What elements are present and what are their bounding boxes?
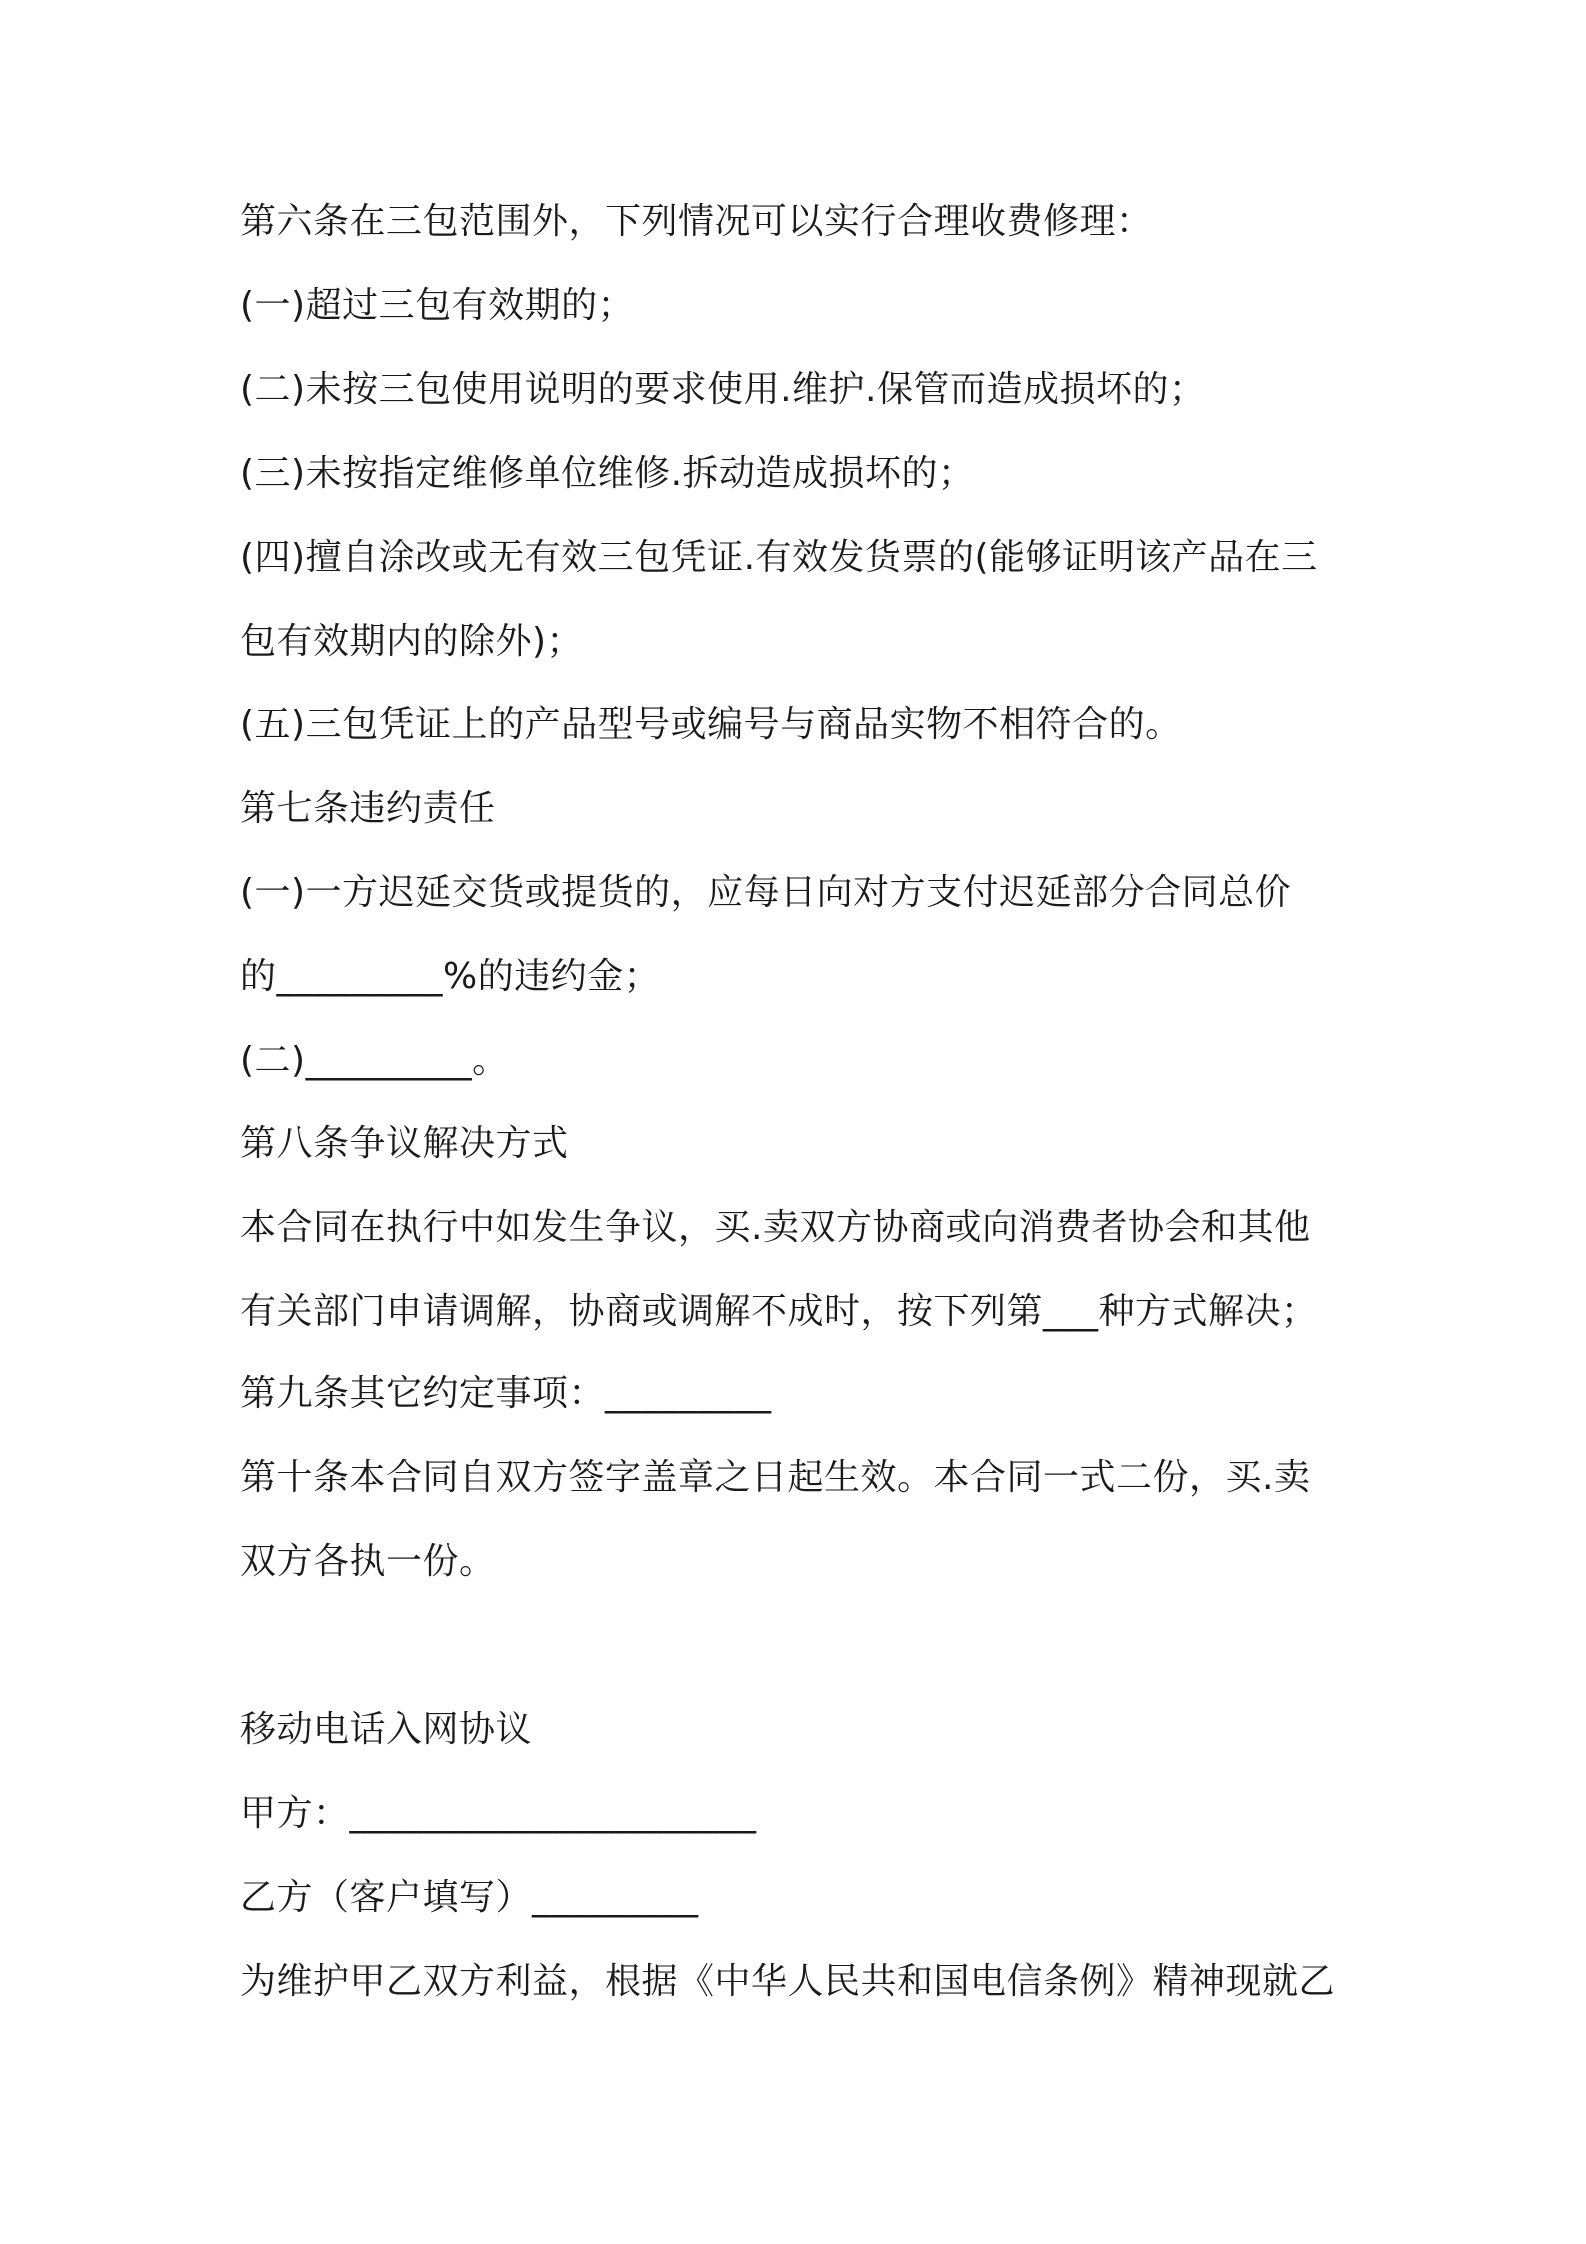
text-line-penalty-1-cont: 的_________%的违约金； (240, 956, 661, 997)
text-line-item-3: (三)未按指定维修单位维修.拆动造成损坏的； (240, 453, 975, 494)
text-line-article-8: 第八条争议解决方式 (240, 1123, 569, 1164)
party-b-line: 乙方（客户填写）_________ (240, 1877, 699, 1918)
text-line-article-10: 第十条本合同自双方签字盖章之日起生效。本合同一式二份，买.卖 (240, 1457, 1311, 1498)
section-title: 移动电话入网协议 (240, 1709, 533, 1750)
text-line-dispute: 本合同在执行中如发生争议，买.卖双方协商或向消费者协会和其他 (240, 1207, 1311, 1248)
text-line-item-5: (五)三包凭证上的产品型号或编号与商品实物不相符合的。 (240, 704, 1182, 745)
text-line-article-6: 第六条在三包范围外，下列情况可以实行合理收费修理： (240, 201, 1153, 242)
text-line-item-4-cont: 包有效期内的除外)； (240, 621, 584, 662)
party-a-line: 甲方：______________________ (240, 1793, 757, 1834)
text-line-article-7: 第七条违约责任 (240, 788, 496, 829)
text-line-preamble: 为维护甲乙双方利益，根据《中华人民共和国电信条例》精神现就乙 (240, 1961, 1336, 2002)
text-line-item-1: (一)超过三包有效期的； (240, 285, 635, 326)
text-line-penalty-1: (一)一方迟延交货或提货的，应每日向对方支付迟延部分合同总价 (240, 872, 1292, 913)
text-line-dispute-cont: 有关部门申请调解，协商或调解不成时，按下列第___种方式解决； (240, 1291, 1318, 1332)
text-line-item-4: (四)擅自涂改或无有效三包凭证.有效发货票的(能够证明该产品在三 (240, 537, 1318, 578)
text-line-penalty-2: (二)_________。 (240, 1040, 509, 1081)
text-line-article-10-cont: 双方各执一份。 (240, 1541, 496, 1582)
text-line-article-9: 第九条其它约定事项：_________ (240, 1373, 772, 1414)
text-line-item-2: (二)未按三包使用说明的要求使用.维护.保管而造成损坏的； (240, 369, 1206, 410)
